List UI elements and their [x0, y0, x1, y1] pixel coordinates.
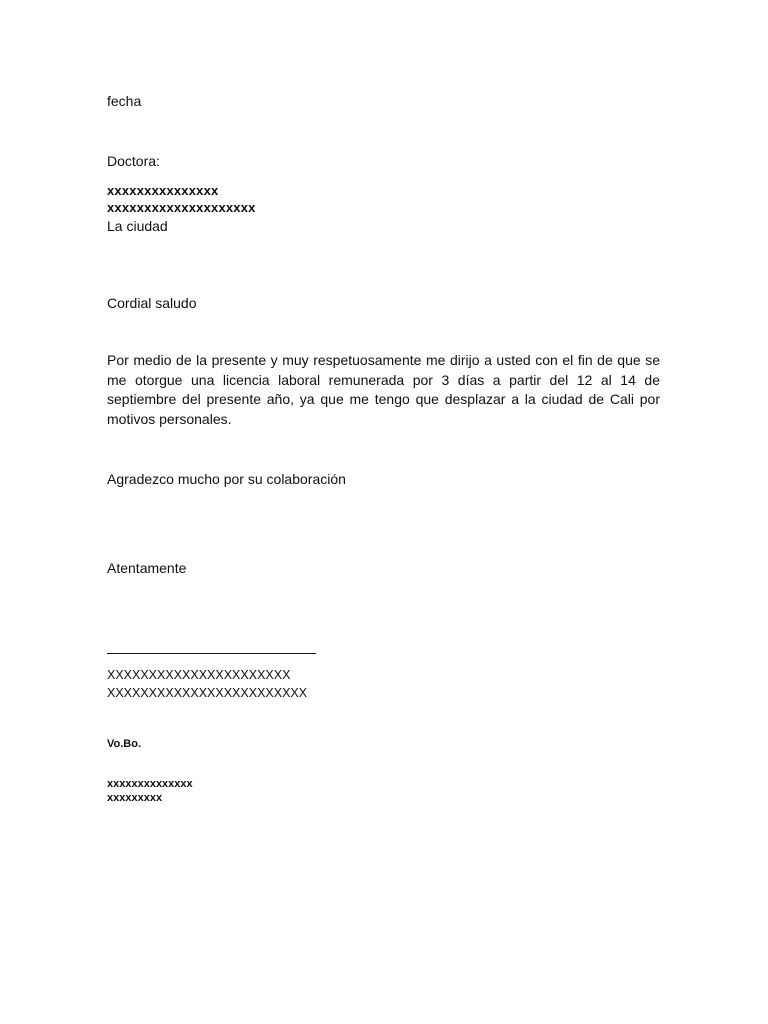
- approver-position: xxxxxxxxx: [107, 792, 163, 804]
- thanks-line: Agradezco mucho por su colaboración: [107, 471, 346, 487]
- date-line: fecha: [107, 93, 142, 109]
- signer-id: XXXXXXXXXXXXXXXXXXXXXXXX: [107, 686, 308, 700]
- recipient-city: La ciudad: [107, 218, 168, 234]
- approver-name: xxxxxxxxxxxxxx: [107, 778, 193, 790]
- greeting: Cordial saludo: [107, 295, 197, 311]
- body-paragraph: Por medio de la presente y muy respetuosamente me dirijo a usted con el fin de que se me otorgue una licencia laboral remunerada por 3 días a partir del 12 al 14 de septiembre del presente año, ya que me tengo que desplazar a la ciudad de Cali por motivos personales.: [107, 352, 660, 427]
- recipient-name: xxxxxxxxxxxxxxx: [107, 183, 219, 198]
- closing-line: Atentamente: [107, 560, 187, 576]
- signature-line: [107, 653, 316, 654]
- recipient-position: xxxxxxxxxxxxxxxxxxxx: [107, 200, 256, 215]
- approval-label: Vo.Bo.: [107, 738, 142, 750]
- salutation-title: Doctora:: [107, 153, 160, 169]
- signer-name: XXXXXXXXXXXXXXXXXXXXXX: [107, 668, 291, 682]
